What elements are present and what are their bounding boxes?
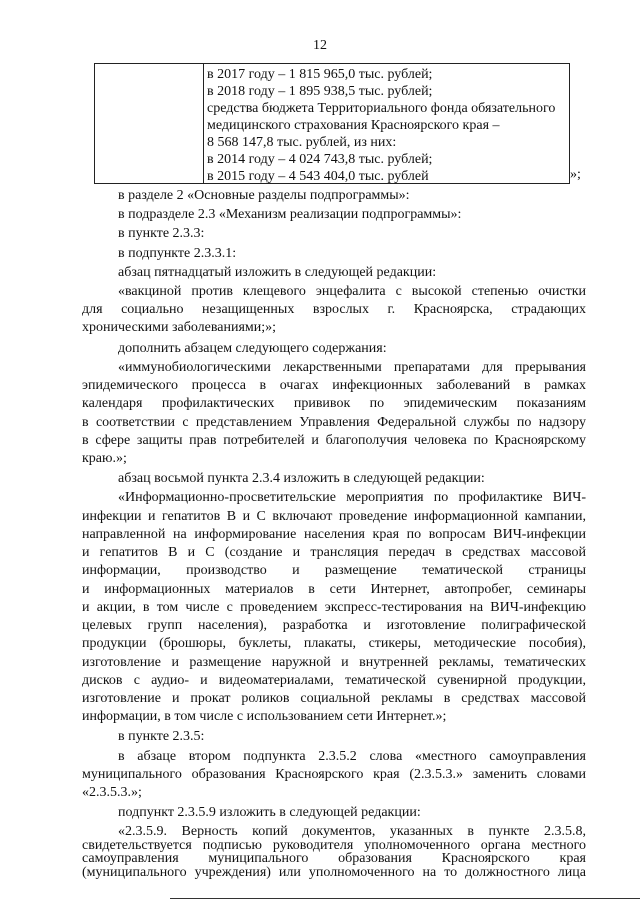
text-line: краю.»; xyxy=(82,451,127,466)
text-line: «вакциной против клещевого энцефалита с высокой степенью очистки xyxy=(118,284,586,299)
table-line: в 2017 году – 1 815 965,0 тыс. рублей; xyxy=(207,67,433,82)
table-right-cell xyxy=(204,63,570,184)
text-line: направленной на информирование населения края по вопросам ВИЧ-инфекции xyxy=(82,527,586,542)
text-line: продукции (брошюры, буклеты, плакаты, стикеры, методические пособия), xyxy=(82,636,586,651)
footer-rule xyxy=(170,898,640,899)
text-line: абзац восьмой пункта 2.3.4 изложить в следующей редакции: xyxy=(118,471,485,486)
table-line: медицинского страхования Красноярского края – xyxy=(207,118,500,133)
table-line: в 2015 году – 4 543 404,0 тыс. рублей xyxy=(207,169,429,184)
table-line: средства бюджета Территориального фонда обязательного xyxy=(207,101,556,116)
text-line: самоуправления муниципального образования Красноярского края xyxy=(82,851,586,866)
text-line: эпидемического процесса в очагах инфекционных заболеваний в рамках xyxy=(82,378,586,393)
table-left-cell xyxy=(94,63,204,184)
text-line: свидетельствуется подписью руководителя уполномоченного органа местного xyxy=(82,838,586,853)
text-line: дополнить абзацем следующего содержания: xyxy=(118,341,387,356)
text-line: (муниципального учреждения) или уполномоченного на то должностного лица xyxy=(82,865,586,880)
text-line: изготовление и размещение наружной и внутренней рекламы, тематических xyxy=(82,655,586,670)
text-line: хроническими заболеваниями;»; xyxy=(82,320,277,335)
budget-table xyxy=(94,63,570,185)
text-line: инфекции и гепатитов В и С включают проведение информационной кампании, xyxy=(82,509,586,524)
text-line: «иммунобиологическими лекарственными препаратами для прерывания xyxy=(118,360,586,375)
text-line: в пункте 2.3.5: xyxy=(118,729,205,744)
text-line: информации, производство и размещение тематической страницы xyxy=(82,563,586,578)
text-line: в подпункте 2.3.3.1: xyxy=(118,246,237,261)
page-number: 12 xyxy=(313,38,327,53)
text-line: в сфере защиты прав потребителей и благополучия человека по Красноярскому xyxy=(82,433,586,448)
text-line: календаря профилактических прививок по эпидемическим показаниям xyxy=(82,396,586,411)
text-line: в соответствии с представлением Управления Федеральной службы по надзору xyxy=(82,415,586,430)
table-closing-quote: »; xyxy=(570,167,581,182)
text-line: подпункт 2.3.5.9 изложить в следующей редакции: xyxy=(118,805,421,820)
table-line: в 2018 году – 1 895 938,5 тыс. рублей; xyxy=(207,84,433,99)
text-line: муниципального образования Красноярского края (2.3.5.3.» заменить словами xyxy=(82,767,586,782)
table-line: 8 568 147,8 тыс. рублей, из них: xyxy=(207,135,397,150)
text-line: в разделе 2 «Основные разделы подпрограммы»: xyxy=(118,188,410,203)
text-line: абзац пятнадцатый изложить в следующей редакции: xyxy=(118,265,437,280)
text-line: в пункте 2.3.3: xyxy=(118,226,205,241)
text-line: в абзаце втором подпункта 2.3.5.2 слова «местного самоуправления xyxy=(118,749,586,764)
text-line: целевых групп населения), разработка и изготовление полиграфической xyxy=(82,618,586,633)
table-line: в 2014 году – 4 024 743,8 тыс. рублей; xyxy=(207,152,433,167)
text-line: изготовление и прокат роликов социальной рекламы в средствах массовой xyxy=(82,691,586,706)
text-line: и гепатитов В и С (создание и трансляция передач в средствах массовой xyxy=(82,545,586,560)
text-line: и информационных материалов в сети Интернет, автопробег, семинары xyxy=(82,582,586,597)
text-line: и акции, в том числе с проведением экспресс-тестирования на ВИЧ-инфекцию xyxy=(82,600,586,615)
text-line: «Информационно-просветительские мероприятия по профилактике ВИЧ- xyxy=(118,490,586,505)
text-line: в подразделе 2.3 «Механизм реализации подпрограммы»: xyxy=(118,207,462,222)
text-line: дисков с аудио- и видеоматериалами, тематической сувенирной продукции, xyxy=(82,673,586,688)
text-line: для социально незащищенных взрослых г. Красноярска, страдающих xyxy=(82,302,586,317)
text-line: «2.3.5.9. Верность копий документов, указанных в пункте 2.3.5.8, xyxy=(118,824,586,839)
text-line: «2.3.5.3.»; xyxy=(82,785,142,800)
text-line: информации, в том числе с использованием сети Интернет.»; xyxy=(82,709,447,724)
